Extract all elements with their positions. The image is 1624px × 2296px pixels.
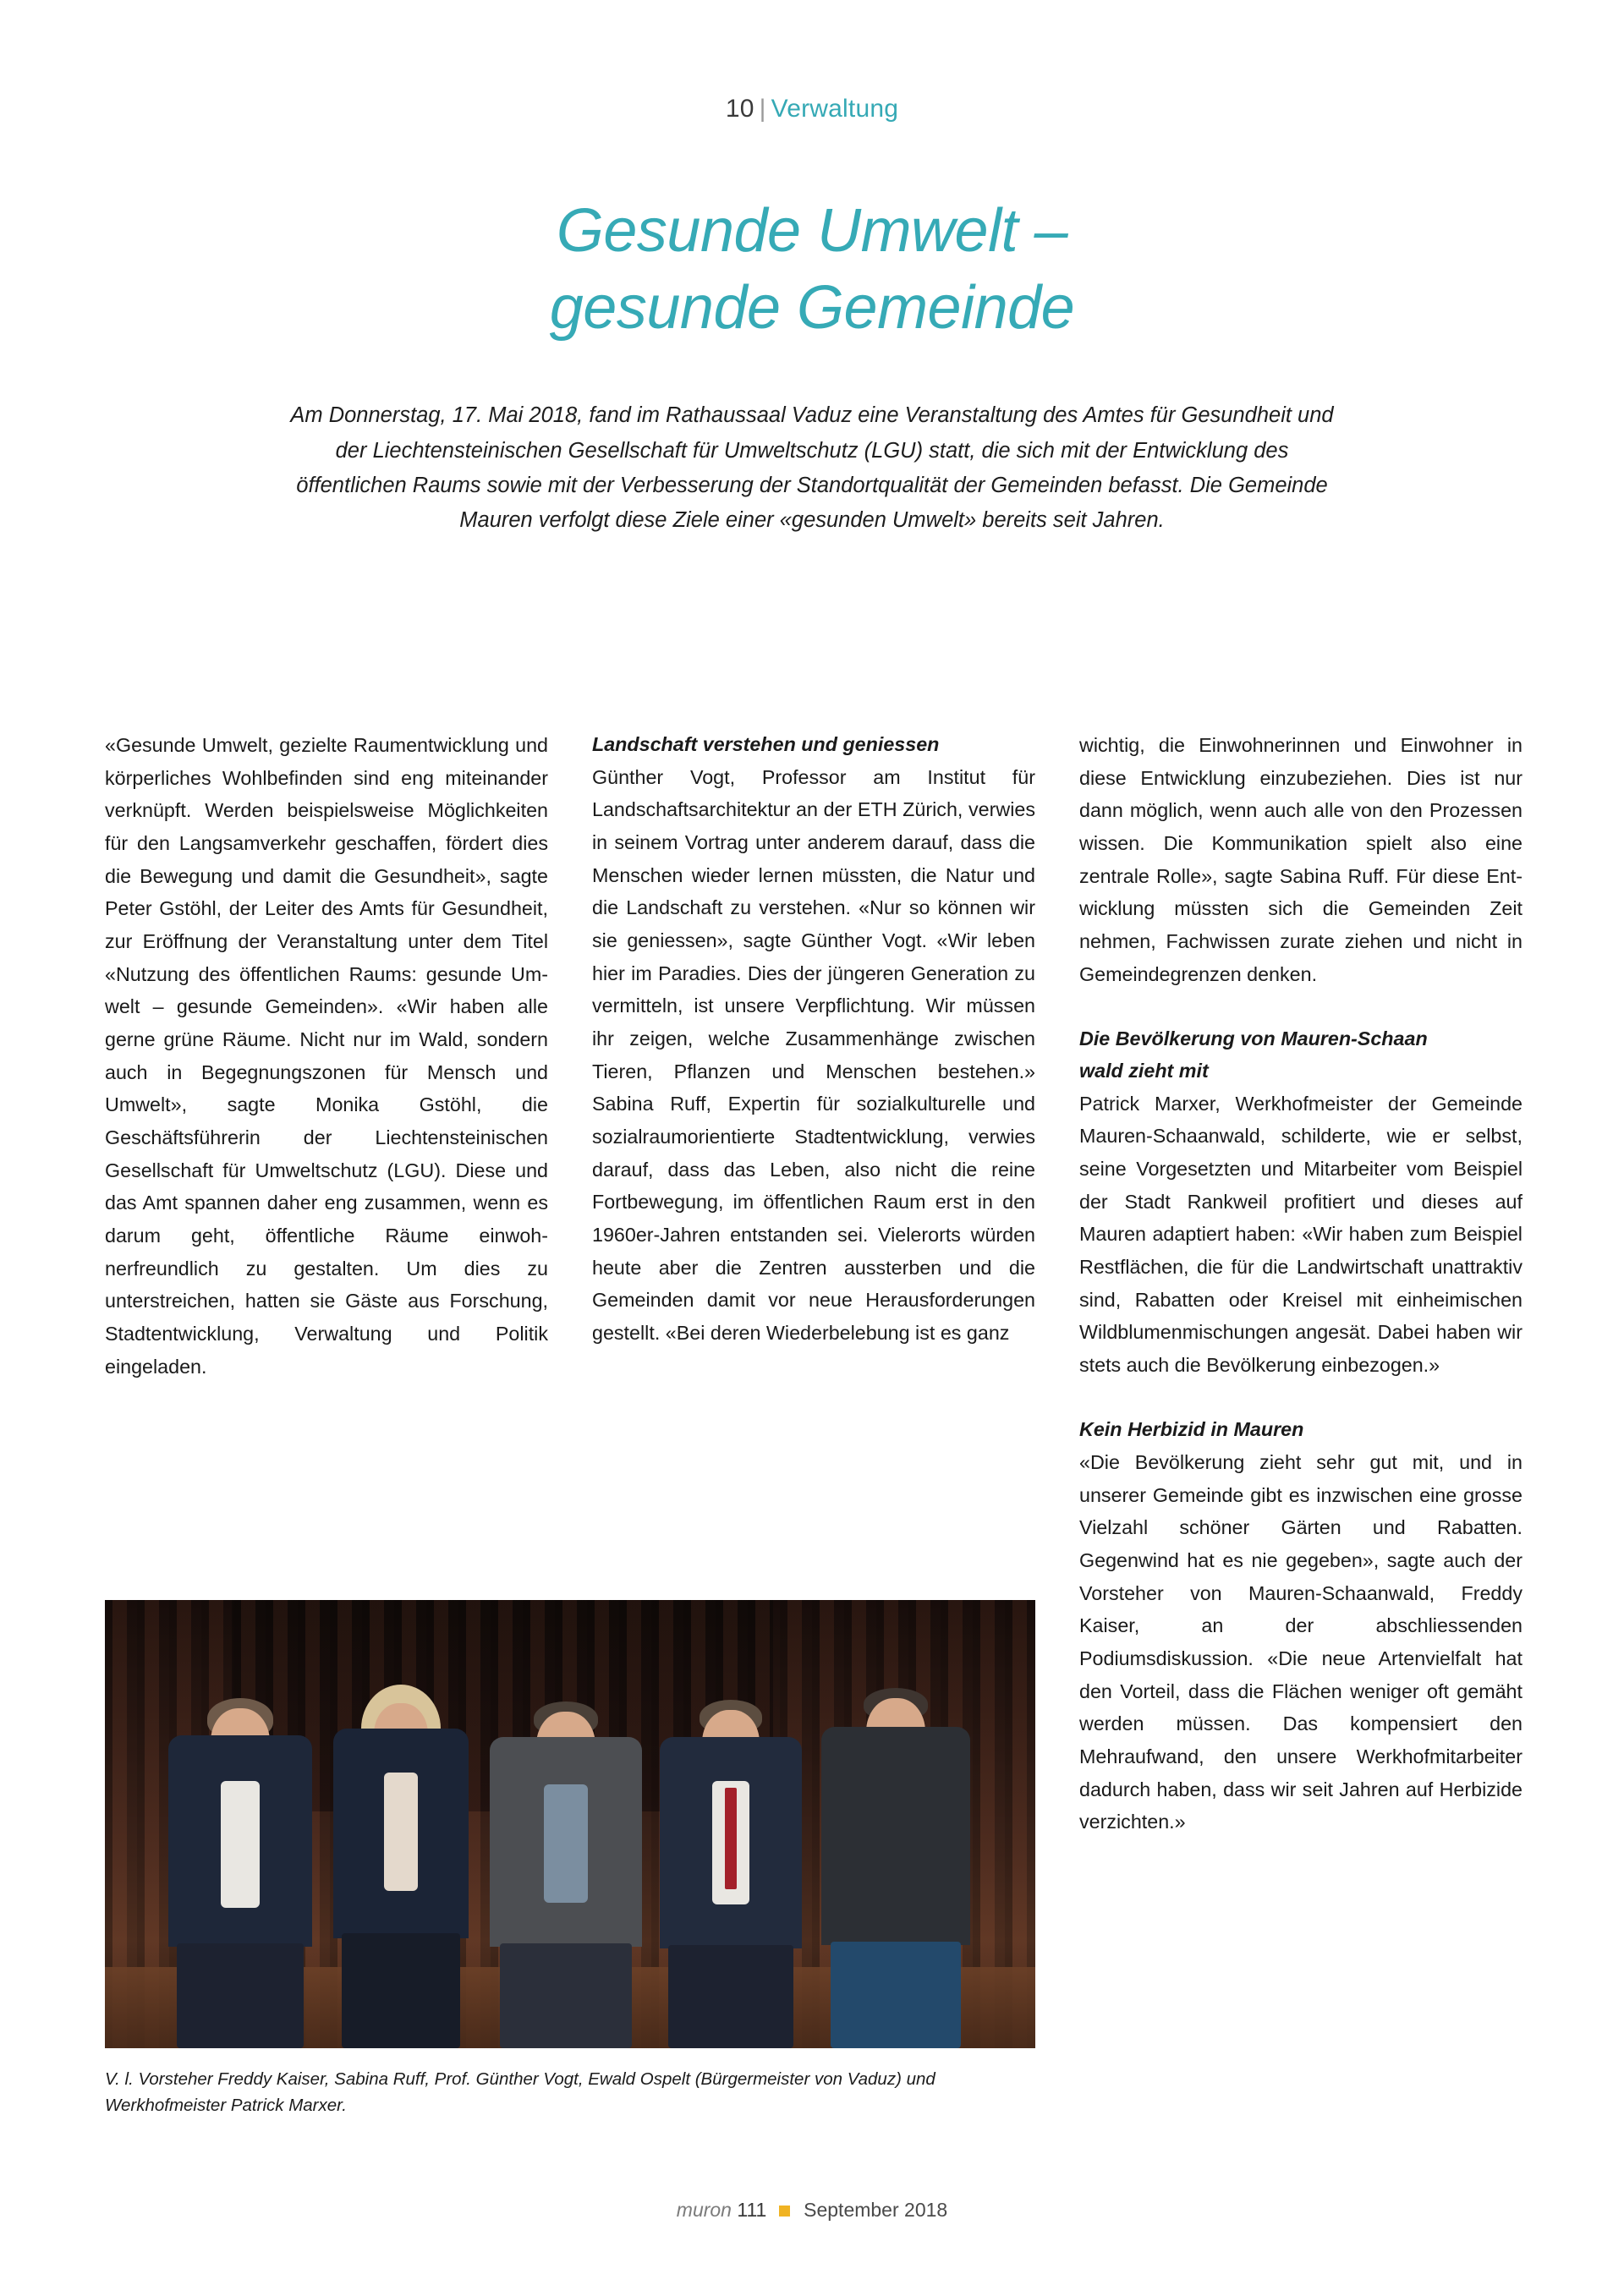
article-title-line2: gesunde Gemeinde bbox=[549, 273, 1075, 342]
column3-subheading-1-line1: Die Bevölkerung von Mauren-Schaan bbox=[1079, 1027, 1428, 1050]
photo-person-2-shirt bbox=[384, 1773, 418, 1891]
photo-person-4-legs bbox=[668, 1945, 793, 2048]
column3-paragraph-1: wichtig, die Einwohnerinnen und Einwohner in diese Entwicklung einzubeziehen. Dies ist nur dann möglich, wenn auch alle von den Prozessen wissen. Die Kommunikation spielt also eine zentrale Rolle», sagte Sabina Ruff. Für diese Entwicklung müssten sich die Gemeinden Zeit nehmen, Fachwissen zurate ziehen und nicht in Gemeindegrenzen denken. bbox=[1079, 734, 1522, 985]
footer-issue-date: September 2018 bbox=[804, 2199, 948, 2221]
photo-person-1-shirt bbox=[221, 1781, 260, 1908]
column2-paragraph-1: Günther Vogt, Professor am Institut für Landschaftsarchitektur an der ETH Zürich, verwies in seinem Vortrag unter anderem darauf, dass die Menschen wieder lernen müssten, die Natur und die Landschaft zu verstehen. «Nur so können wir sie geniessen», sagte Günther Vogt. «Wir leben hier im Paradies. Dies der jüngeren Generation zu vermitteln, ist unsere Verpflichtung. Wir müssen ihr zeigen, welche Zusammenhänge zwischen Tieren, Pflanzen und Menschen bestehen.» Sabina Ruff, Expertin für sozialkulturelle und sozialraumorientierte Stadtentwicklung, verwies darauf, dass das Leben, also nicht die reine Fortbewegung, im öffentlichen Raum erst in den 1960er-Jahren entstanden sei. Vielerorts würden heute aber die Zentren aussterben und die Gemeinden damit vor neue Herausforderungen gestellt. «Bei deren Wiederbelebung ist es ganz bbox=[592, 765, 1035, 1345]
column3-spacer-1 bbox=[1079, 990, 1522, 1023]
photo-person-3 bbox=[477, 1693, 655, 2048]
column2-subheading: Landschaft verstehen und geniessen bbox=[592, 733, 940, 755]
photo-person-2-legs bbox=[342, 1933, 460, 2048]
photo-person-3-shirt bbox=[544, 1784, 588, 1903]
photo-person-4 bbox=[646, 1693, 815, 2048]
article-lead: Am Donnerstag, 17. Mai 2018, fand im Rathaussaal Vaduz eine Veranstaltung des Amtes für Gesundheit und der Liechtensteinischen Gesellschaft für Umweltschutz (LGU) statt, die sich mit der Entwicklung des öffentlichen Raums sowie mit der Verbesserung der Standortqualität der Gemeinden befasst. Die Gemeinde Mauren verfolgt diese Ziele einer «gesunden Umwelt» bereits seit Jahren. bbox=[290, 403, 1334, 533]
photo-block bbox=[105, 1600, 1035, 2119]
column3-subheading-1 bbox=[1079, 1023, 1522, 1087]
page-number: 10 bbox=[725, 95, 754, 123]
column3-subheading-1-line2: wald zieht mit bbox=[1079, 1059, 1209, 1082]
photo-person-5 bbox=[807, 1685, 985, 2048]
photo-person-1 bbox=[156, 1693, 325, 2048]
column1-paragraph-1: «Gesunde Umwelt, gezielte Raumentwicklung und körperliches Wohlbefinden sind eng miteinander verknüpft. Werden beispielsweise Möglichkeiten für den Langsamverkehr geschaffen, fördert dies die Bewegung und damit die Gesundheit», sagte Peter Gstöhl, der Leiter des Amts für Gesundheit, zur Eröffnung der Veranstaltung unter dem Titel «Nutzung des öffentlichen Raums: gesunde Umwelt – gesunde Gemeinden». «Wir haben alle gerne grüne Räume. Nicht nur im Wald, sondern auch in Begegnungszonen für Mensch und Umwelt», sagte Monika Gstöhl, die Geschäftsführerin der Liechtensteinischen Gesellschaft für Umweltschutz (LGU). Diese und das Amt spannen daher eng zusammen, wenn es darum geht, öffentliche Räume einwohnerfreundlich zu gestalten. Um dies zu unterstreichen, hatten sie Gäste aus Forschung, Stadtentwicklung, Verwaltung und Politik eingeladen. bbox=[105, 734, 548, 1378]
column3-subheading-2: Kein Herbizid in Mauren bbox=[1079, 1418, 1304, 1441]
photo-caption: V. l. Vorsteher Freddy Kaiser, Sabina Ruff, Prof. Günther Vogt, Ewald Ospelt (Bürgermeister von Vaduz) und Werkhofmeister Patrick Marxer. bbox=[105, 2069, 935, 2115]
column-3 bbox=[1079, 729, 1522, 1838]
column3-spacer-2 bbox=[1079, 1382, 1522, 1415]
photo-person-5-body bbox=[821, 1727, 970, 1945]
article-title-line1: Gesunde Umwelt – bbox=[556, 197, 1068, 265]
photo-person-1-legs bbox=[177, 1943, 304, 2048]
footer-brand: muron bbox=[676, 2199, 732, 2221]
page-header bbox=[0, 0, 1624, 123]
header-separator: | bbox=[759, 95, 766, 123]
page-footer bbox=[0, 2199, 1624, 2222]
footer-issue-number: 111 bbox=[737, 2199, 767, 2221]
photo-person-3-legs bbox=[500, 1943, 632, 2048]
group-photo bbox=[105, 1600, 1035, 2048]
column3-paragraph-2: Patrick Marxer, Werkhofmeister der Gemeinde Mauren-Schaanwald, schilderte, wie er selbst, seine Vorgesetzten und Mitarbeiter vom Beispiel der Stadt Rankweil profitiert und dieses auf Mauren adaptiert haben: «Wir haben zum Beispiel Restflächen, die für die Landwirtschaft unattraktiv sind, Rabatten oder Kreisel mit einheimischen Wildblumenmischungen angesät. Dabei haben wir stets auch die Bevölkerung einbezogen.» bbox=[1079, 1092, 1522, 1376]
photo-person-2 bbox=[316, 1685, 486, 2048]
photo-person-4-necktie bbox=[725, 1788, 737, 1889]
section-name: Verwaltung bbox=[771, 95, 899, 123]
photo-person-5-legs bbox=[831, 1942, 961, 2048]
column3-paragraph-3: «Die Bevölkerung zieht sehr gut mit, und in unserer Gemeinde gibt es inzwischen eine grosse Vielzahl schöner Gärten und Rabatten. Gegenwind hat es nie gegeben», sagte auch der Vorsteher von Mauren-Schaanwald, Freddy Kaiser, an der abschliessenden Podiumsdiskussion. «Die neue Artenvielfalt hat den Vorteil, dass die Flächen weniger oft gemäht werden müssen. Das kompensiert den Mehraufwand, den unsere Werkhofmitarbeiter dadurch haben, dass wir seit Jahren auf Herbizide verzichten.» bbox=[1079, 1450, 1522, 1833]
article-title bbox=[313, 193, 1311, 346]
footer-dot-icon bbox=[779, 2206, 790, 2217]
